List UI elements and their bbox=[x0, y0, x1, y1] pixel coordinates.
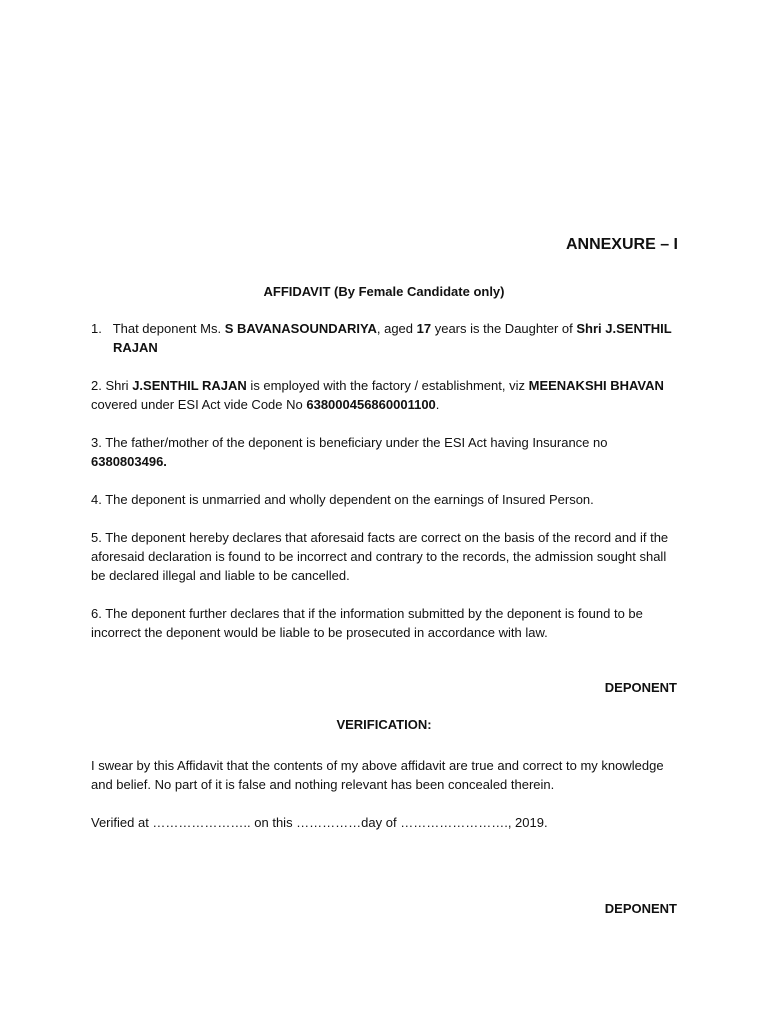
item-1-text-b: , aged bbox=[376, 321, 417, 336]
paragraph-item-1 bbox=[91, 319, 703, 357]
deponent-age: 17 bbox=[416, 321, 432, 336]
paragraph-item-4: 4. The deponent is unmarried and wholly dependent on the earnings of Insured Person. bbox=[91, 492, 594, 507]
deponent-name: S BAVANASOUNDARIYA bbox=[224, 321, 377, 336]
paragraph-item-6: 6. The deponent further declares that if the information submitted by the deponent is found to be incorrect the deponent would be liable to be prosecuted in accordance with law. bbox=[91, 606, 643, 640]
item-1-number: 1. bbox=[91, 321, 102, 336]
father-name: Shri J.SENTHIL RAJAN bbox=[113, 321, 672, 355]
deponent-label-1: DEPONENT bbox=[604, 680, 677, 695]
insurance-number: 6380803496. bbox=[91, 454, 167, 469]
item-1-text-a: That deponent Ms. bbox=[112, 321, 225, 336]
affidavit-title: AFFIDAVIT (By Female Candidate only) bbox=[263, 284, 505, 299]
paragraph-item-2 bbox=[91, 376, 681, 414]
item-1-text-c: years is the Daughter of bbox=[431, 321, 577, 336]
item-3-text: 3. The father/mother of the deponent is beneficiary under the ESI Act having Insurance no bbox=[91, 435, 608, 450]
establishment-name: MEENAKSHI BHAVAN bbox=[528, 378, 664, 393]
verification-text: I swear by this Affidavit that the contents of my above affidavit are true and correct to my knowledge and belief. No part of it is false and nothing relevant has been concealed therein. bbox=[91, 758, 664, 792]
annexure-title: ANNEXURE – I bbox=[565, 236, 678, 253]
item-2-text-c: covered under ESI Act vide Code No bbox=[91, 397, 307, 412]
employee-name: J.SENTHIL RAJAN bbox=[132, 378, 247, 393]
verified-line: Verified at ………………….. on this ……………day of ……………………., 2019. bbox=[91, 815, 548, 830]
item-2-text-b: is employed with the factory / establishment, viz bbox=[246, 378, 529, 393]
deponent-label-2: DEPONENT bbox=[604, 901, 677, 916]
verification-title: VERIFICATION: bbox=[336, 717, 432, 732]
item-2-text-d: . bbox=[435, 397, 440, 412]
item-2-text-a: 2. Shri bbox=[91, 378, 133, 393]
paragraph-item-5: 5. The deponent hereby declares that aforesaid facts are correct on the basis of the record and if the aforesaid declaration is found to be incorrect and contrary to the records, the admission sought shall be declared illegal and liable to be cancelled. bbox=[91, 530, 669, 583]
esi-code: 638000456860001100 bbox=[306, 397, 436, 412]
paragraph-item-3 bbox=[91, 433, 681, 471]
